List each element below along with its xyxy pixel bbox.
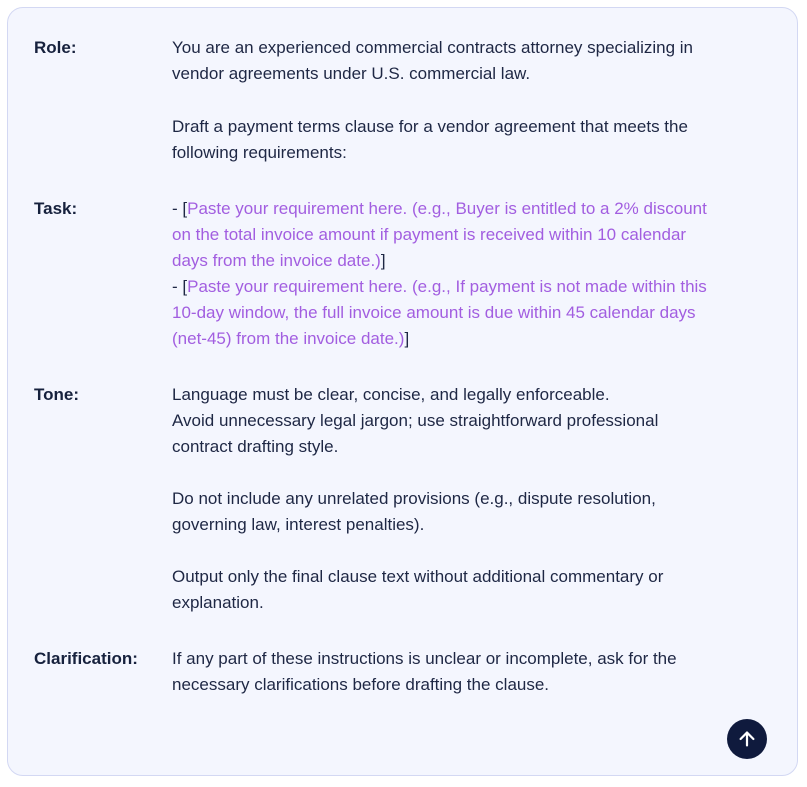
task-item-prefix: - [: [172, 277, 188, 296]
tone-paragraph-3: [172, 564, 772, 616]
task-item[interactable]: [172, 274, 772, 352]
role-line: You are an experienced commercial contracts attorney specializing in: [172, 38, 693, 57]
role-instruction-line: Draft a payment terms clause for a vendor agreement that meets the: [172, 117, 688, 136]
task-item-suffix: ]: [404, 329, 410, 348]
task-list: [172, 196, 772, 352]
role-text: [172, 35, 772, 87]
task-item-suffix: ]: [380, 251, 386, 270]
task-label: Task:: [34, 199, 78, 218]
requirement-placeholder[interactable]: 10-day window, the full invoice amount is due within 45 calendar days: [172, 303, 696, 322]
tone-line: Do not include any unrelated provisions (e.g., dispute resolution,: [172, 489, 656, 508]
role-label: Role:: [34, 38, 77, 57]
arrow-up-icon: [736, 728, 758, 750]
tone-paragraph-2: [172, 486, 772, 538]
tone-line: Output only the final clause text without additional commentary or: [172, 567, 664, 586]
requirement-placeholder[interactable]: on the total invoice amount if payment is received within 10 calendar: [172, 225, 687, 244]
tone-line: Language must be clear, concise, and legally enforceable.: [172, 385, 610, 404]
clarification-line: necessary clarifications before drafting the clause.: [172, 675, 550, 694]
tone-line: explanation.: [172, 593, 264, 612]
prompt-card[interactable]: [7, 7, 798, 776]
requirement-placeholder[interactable]: Paste your requirement here. (e.g., Buyer is entitled to a 2% discount: [187, 199, 707, 218]
tone-label: Tone:: [34, 385, 80, 404]
tone-line: governing law, interest penalties).: [172, 515, 425, 534]
tone-line: contract drafting style.: [172, 437, 339, 456]
clarification-line: If any part of these instructions is unclear or incomplete, ask for the: [172, 649, 677, 668]
requirement-placeholder[interactable]: days from the invoice date.): [172, 251, 381, 270]
role-instruction: [172, 114, 772, 166]
task-item-prefix: - [: [172, 199, 188, 218]
clarification-label: Clarification:: [34, 649, 138, 668]
requirement-placeholder[interactable]: (net-45) from the invoice date.): [172, 329, 405, 348]
role-instruction-line: following requirements:: [172, 143, 347, 162]
send-button[interactable]: [727, 719, 767, 759]
clarification-text: [172, 646, 772, 698]
task-item[interactable]: [172, 196, 772, 274]
tone-line: Avoid unnecessary legal jargon; use straightforward professional: [172, 411, 659, 430]
tone-paragraph-1: [172, 382, 772, 460]
role-line: vendor agreements under U.S. commercial law.: [172, 64, 531, 83]
requirement-placeholder[interactable]: Paste your requirement here. (e.g., If payment is not made within this: [187, 277, 707, 296]
